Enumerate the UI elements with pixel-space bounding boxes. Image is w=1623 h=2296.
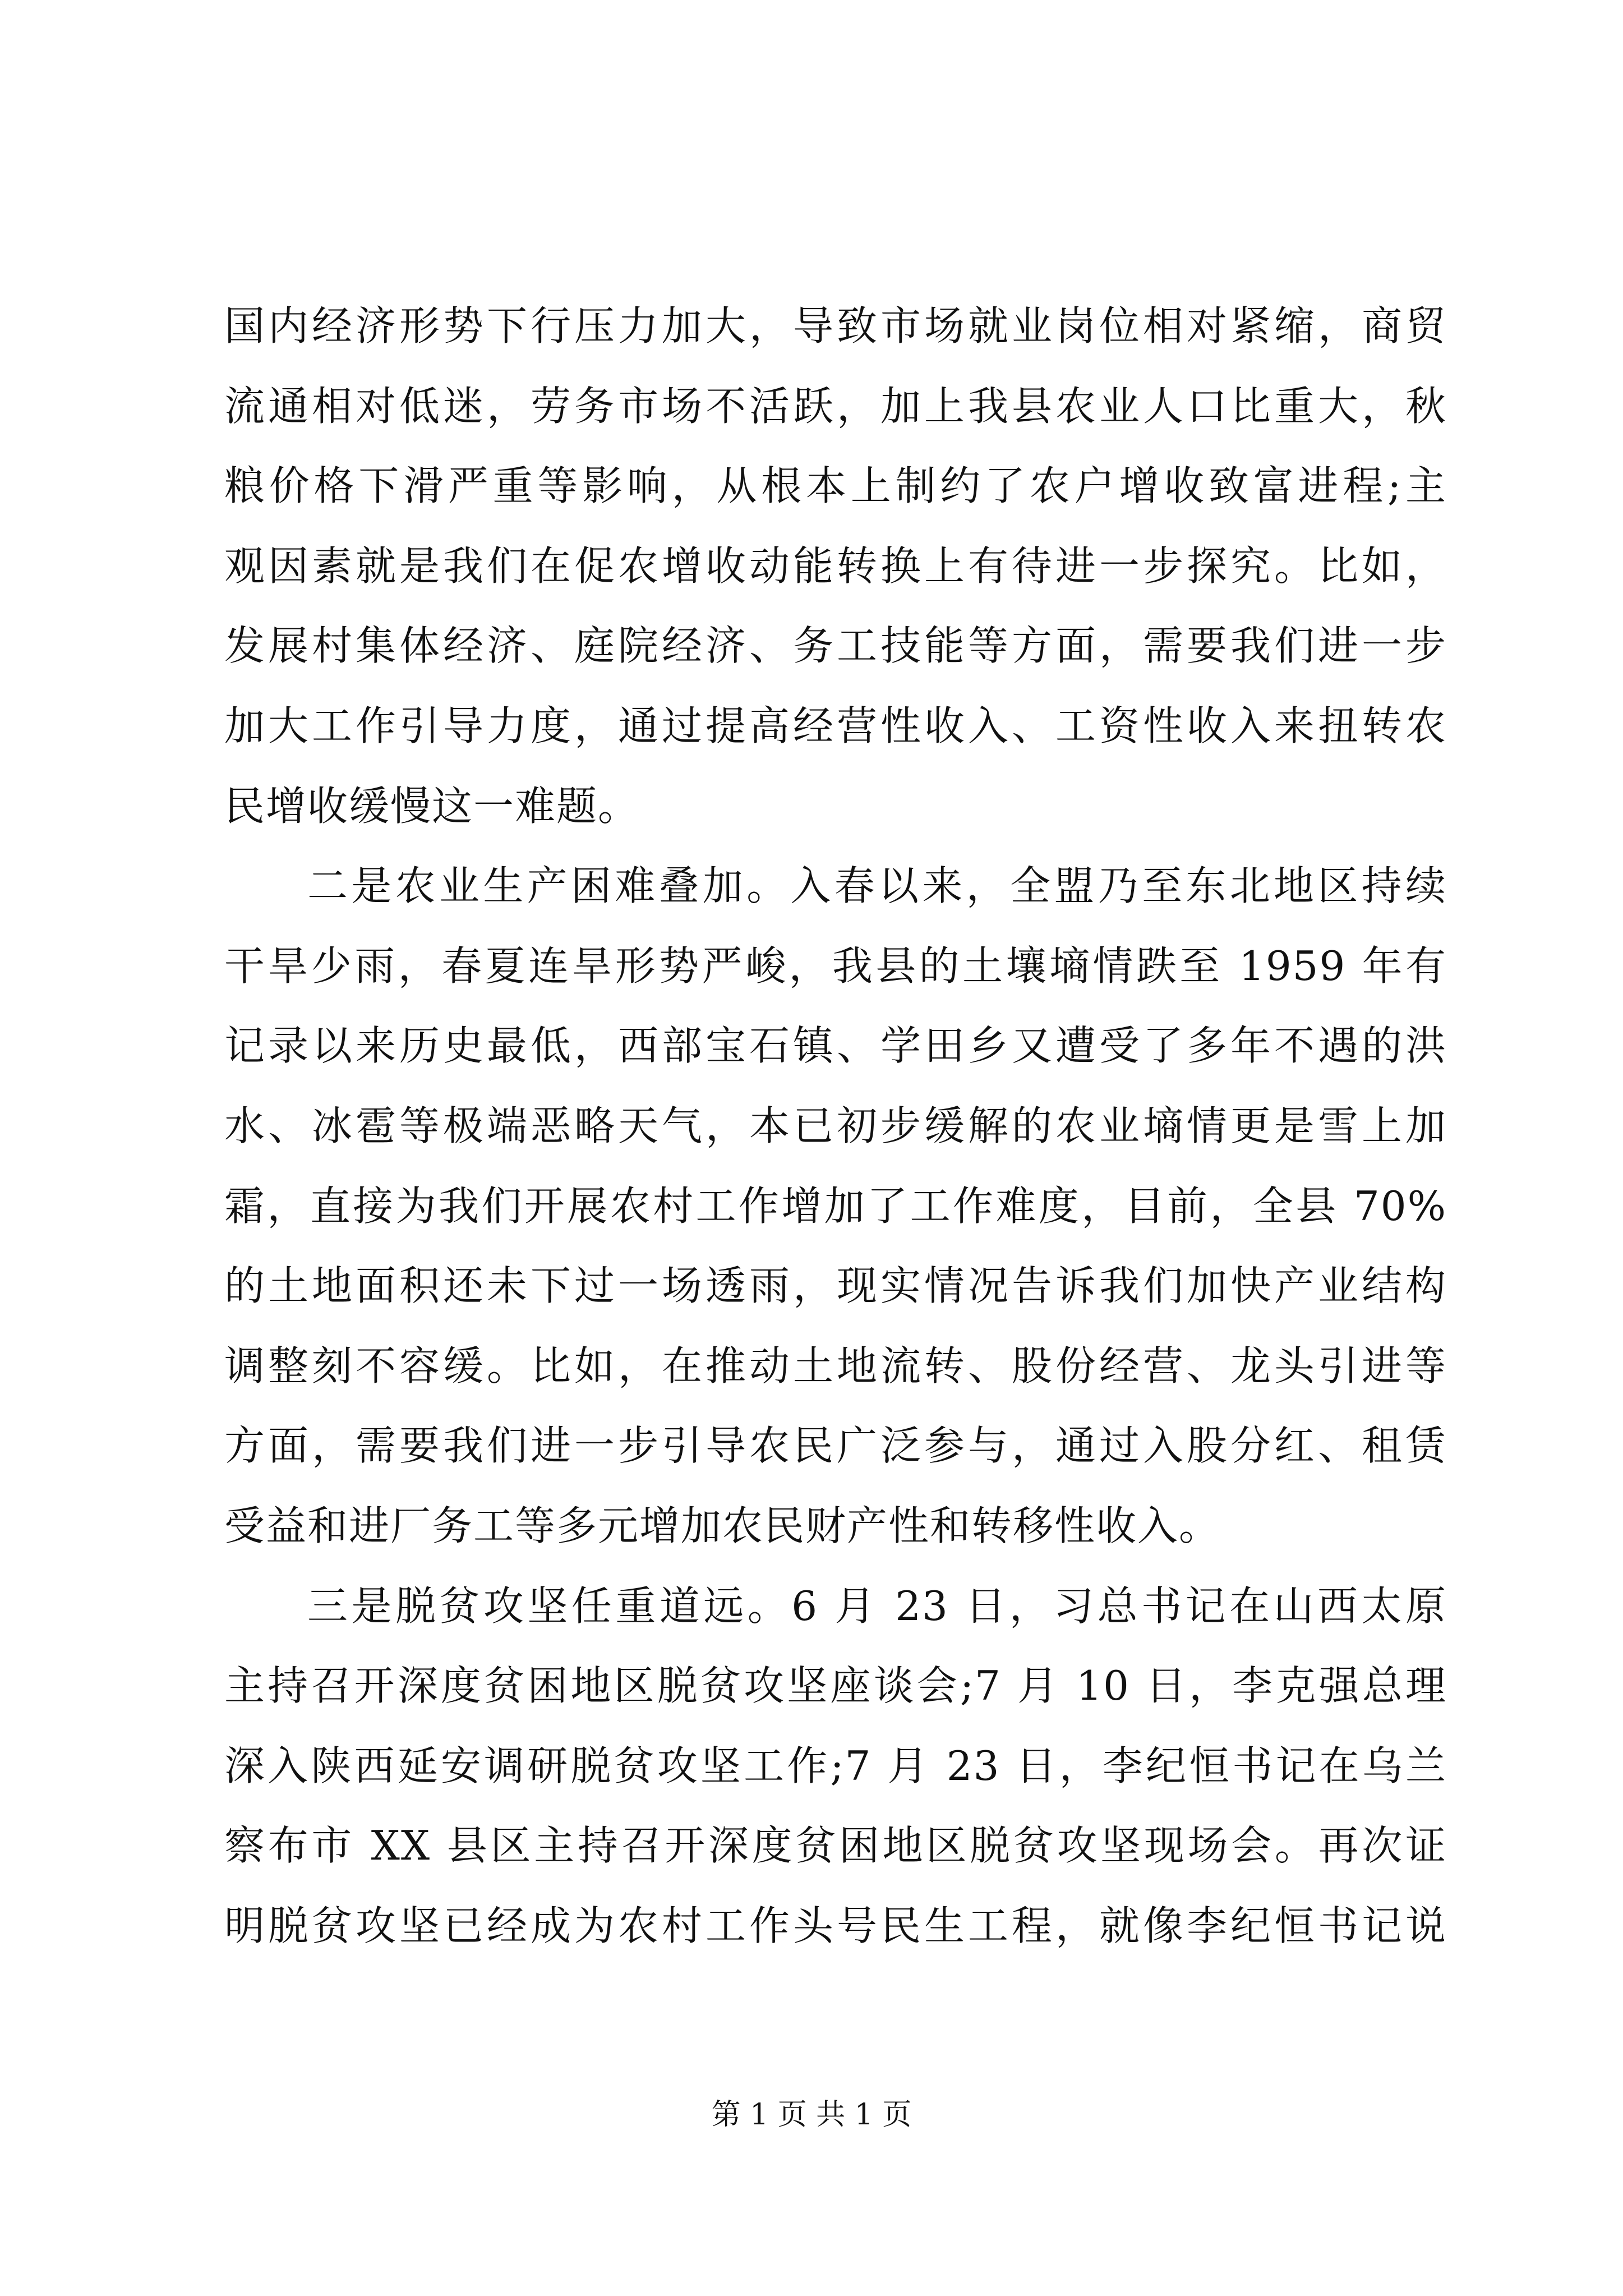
text-line: 调整刻不容缓。比如，在推动土地流转、股份经营、龙头引进等 [224,1342,1447,1389]
paragraph-start-line: 二是农业生产困难叠加。入春以来，全盟乃至东北地区持续 [307,862,1447,910]
text-line: 霜，直接为我们开展农村工作增加了工作难度，目前，全县 70% [224,1182,1447,1230]
text-line: 民增收缓慢这一难题。 [224,782,640,830]
text-line: 主持召开深度贫困地区脱贫攻坚座谈会;7 月 10 日，李克强总理 [224,1662,1447,1710]
text-line: 的土地面积还未下过一场透雨，现实情况告诉我们加快产业结构 [224,1262,1447,1310]
text-line: 加大工作引导力度，通过提高经营性收入、工资性收入来扭转农 [224,702,1447,749]
text-line: 察布市 XX 县区主持召开深度贫困地区脱贫攻坚现场会。再次证 [224,1822,1447,1870]
text-line: 观因素就是我们在促农增收动能转换上有待进一步探究。比如， [224,542,1447,590]
text-line: 发展村集体经济、庭院经济、务工技能等方面，需要我们进一步 [224,622,1447,670]
document-body [224,286,1447,1966]
text-line: 受益和进厂务工等多元增加农民财产性和转移性收入。 [224,1502,1221,1549]
text-line: 流通相对低迷，劳务市场不活跃，加上我县农业人口比重大，秋 [224,382,1447,430]
page-number-label: 第 1 页 共 1 页 [711,2098,912,2132]
page-footer [0,2095,1623,2134]
text-line: 粮价格下滑严重等影响，从根本上制约了农户增收致富进程;主 [224,462,1447,510]
text-line: 水、冰雹等极端恶略天气，本已初步缓解的农业墒情更是雪上加 [224,1102,1447,1149]
text-line: 国内经济形势下行压力加大，导致市场就业岗位相对紧缩，商贸 [224,302,1447,349]
text-line: 记录以来历史最低，西部宝石镇、学田乡又遭受了多年不遇的洪 [224,1022,1447,1070]
text-line: 深入陕西延安调研脱贫攻坚工作;7 月 23 日，李纪恒书记在乌兰 [224,1742,1447,1789]
paragraph-start-line: 三是脱贫攻坚任重道远。6 月 23 日，习总书记在山西太原 [307,1582,1447,1630]
text-line: 明脱贫攻坚已经成为农村工作头号民生工程，就像李纪恒书记说 [224,1902,1447,1949]
text-line: 干旱少雨，春夏连旱形势严峻，我县的土壤墒情跌至 1959 年有 [224,942,1447,990]
text-line: 方面，需要我们进一步引导农民广泛参与，通过入股分红、租赁 [224,1422,1447,1470]
